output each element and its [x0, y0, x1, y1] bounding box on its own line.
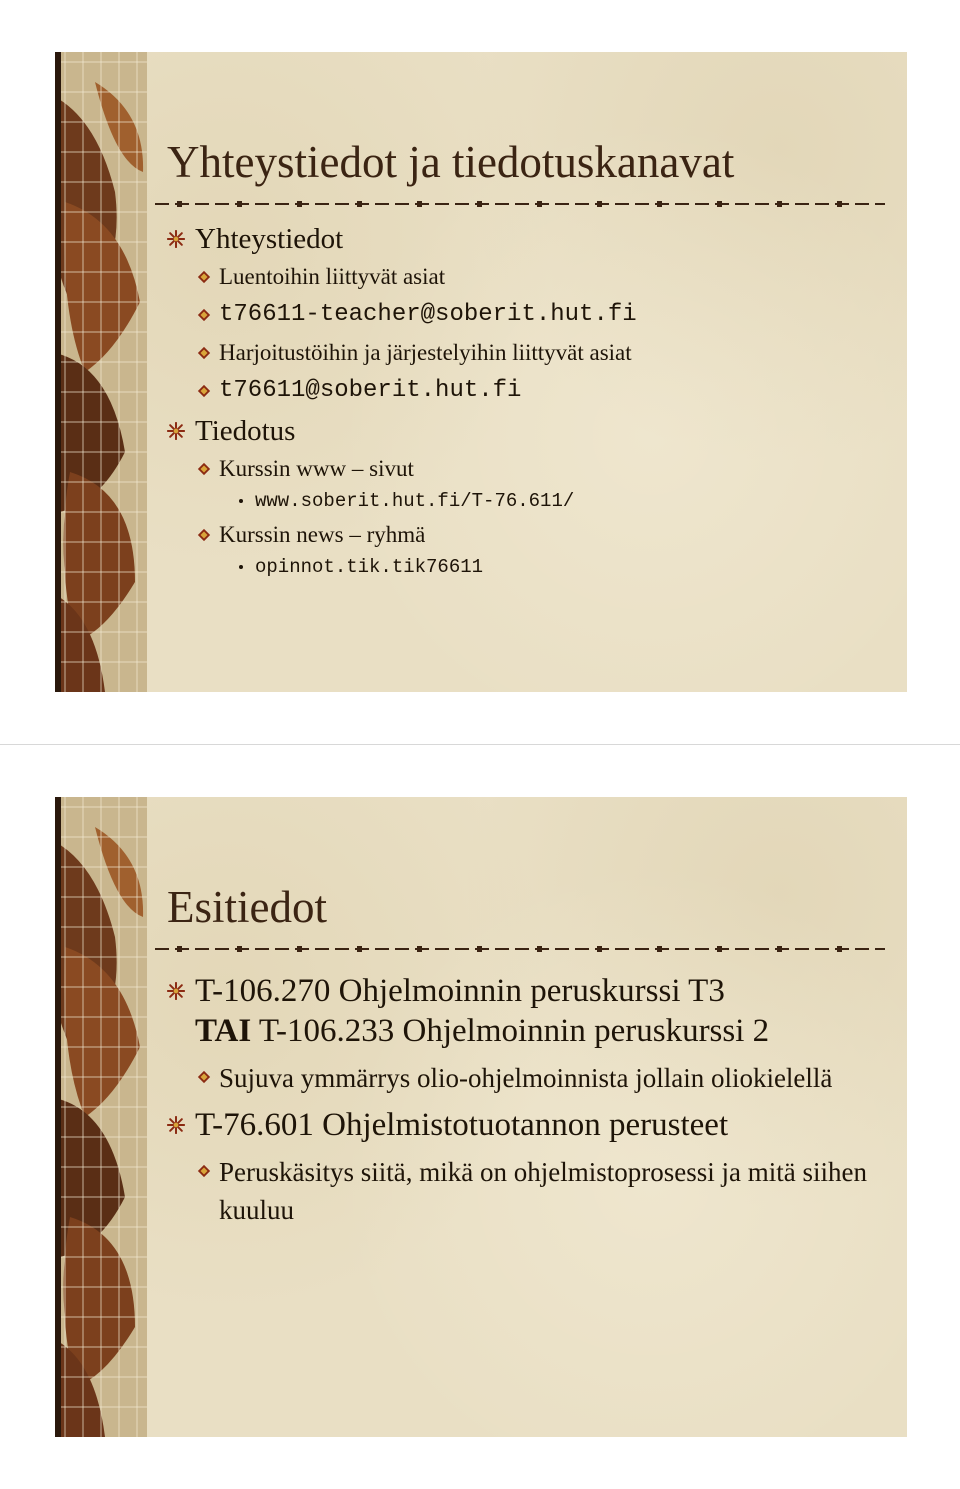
item-text: Tiedotus — [195, 415, 296, 447]
list-item — [167, 971, 887, 1051]
title-divider — [155, 945, 885, 953]
diamond-bullet-icon — [197, 462, 211, 476]
diamond-bullet-icon — [197, 1070, 211, 1084]
tai-keyword: TAI — [195, 1013, 252, 1049]
list-item — [167, 262, 887, 292]
list-item — [167, 414, 887, 448]
diamond-bullet-icon — [197, 384, 211, 398]
item-text: Luentoihin liittyvät asiat — [219, 264, 446, 289]
diamond-bullet-icon — [197, 346, 211, 360]
title-divider — [155, 200, 885, 208]
item-text: Yhteystiedot — [195, 223, 344, 255]
list-item — [167, 222, 887, 256]
diamond-bullet-icon — [197, 270, 211, 284]
list-item — [167, 376, 887, 406]
dot-bullet-icon — [239, 565, 243, 569]
diamond-bullet-icon — [197, 528, 211, 542]
star-burst-bullet-icon — [167, 422, 185, 440]
item-text: Kurssin www – sivut — [219, 456, 414, 481]
list-item — [167, 1105, 887, 1145]
list-item — [167, 454, 887, 484]
news-group: opinnot.tik.tik76611 — [255, 556, 484, 578]
item-text: T-106.270 Ohjelmoinnin peruskurssi T3 — [195, 973, 725, 1009]
teacher-email: t76611-teacher@soberit.hut.fi — [219, 301, 637, 328]
slide-yhteystiedot — [55, 52, 907, 692]
course-email: t76611@soberit.hut.fi — [219, 377, 522, 404]
list-item — [167, 554, 887, 580]
star-burst-bullet-icon — [167, 230, 185, 248]
item-text: Peruskäsitys siitä, mikä on ohjelmistoprosessi ja mitä siihen kuuluu — [219, 1157, 867, 1225]
item-text: Sujuva ymmärrys olio-ohjelmoinnista jollain oliokielellä — [219, 1063, 833, 1093]
star-burst-bullet-icon — [167, 1116, 185, 1134]
www-url: www.soberit.hut.fi/T-76.611/ — [255, 490, 575, 512]
slide-title: Yhteystiedot ja tiedotuskanavat — [167, 137, 735, 187]
list-item — [167, 338, 887, 368]
star-burst-bullet-icon — [167, 982, 185, 1000]
item-text: T-106.233 Ohjelmoinnin peruskurssi 2 — [251, 1013, 770, 1049]
slide-content — [167, 222, 887, 586]
list-item — [167, 1059, 887, 1097]
sheet-divider — [0, 744, 960, 745]
item-text: Kurssin news – ryhmä — [219, 522, 426, 547]
slide-content — [167, 971, 887, 1237]
diamond-bullet-icon — [197, 308, 211, 322]
list-item — [167, 520, 887, 550]
slide-title: Esitiedot — [167, 882, 327, 932]
slide-esitiedot — [55, 797, 907, 1437]
list-item — [167, 300, 887, 330]
leaf-grid-decoration — [55, 797, 147, 1437]
item-text: Harjoitustöihin ja järjestelyihin liittyvät asiat — [219, 340, 632, 365]
dot-bullet-icon — [239, 499, 243, 503]
leaf-grid-decoration — [55, 52, 147, 692]
diamond-bullet-icon — [197, 1164, 211, 1178]
list-item — [167, 488, 887, 514]
list-item — [167, 1153, 887, 1229]
item-text: T-76.601 Ohjelmistotuotannon perusteet — [195, 1107, 729, 1143]
